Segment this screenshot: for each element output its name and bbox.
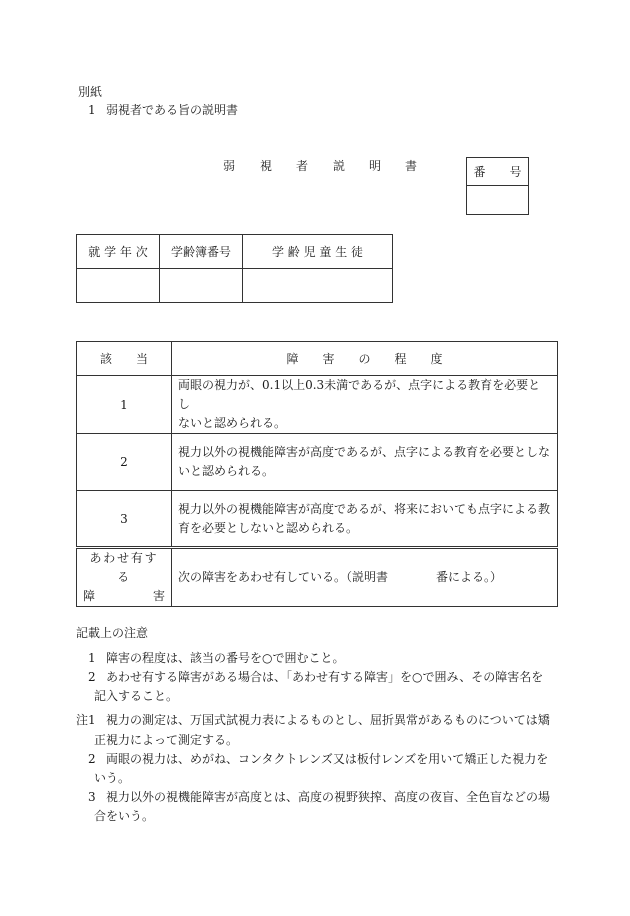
row-description-1 [172,376,558,434]
row-description-2 [172,434,558,491]
number-box [466,157,529,215]
school-year-field[interactable] [77,269,160,303]
title-char: 者 [296,159,309,173]
title-char: 書 [405,159,418,173]
note-number: 1 [88,651,96,665]
annotation-line: 正視力によって測定する。 [94,733,239,747]
note-line: 記入すること。 [94,689,179,703]
table-row [77,434,558,491]
table-row [77,491,558,548]
annotation-number: 1 [88,713,96,727]
notes-heading: 記載上の注意 [76,626,149,640]
row-number-1[interactable]: 1 [77,376,172,434]
description-line: いと認められる。 [178,464,275,478]
section-number: 1 [88,103,96,117]
row-description-3 [172,491,558,548]
register-number-header: 学齢簿番号 [160,235,243,269]
student-table [76,234,393,303]
annotation-line: いう。 [94,771,131,785]
annotation-number: 3 [88,790,96,804]
title-char: 明 [369,159,382,173]
annotation-line: 視力以外の視機能障害が高度とは、高度の視野狭搾、高度の夜盲、全色盲などの場 [106,790,551,804]
description-line: 視力以外の視機能障害が高度であるが、将来においても点字による教 [178,501,551,516]
note-number: 2 [88,670,96,684]
combined-label-char: 害 [152,589,165,603]
table-row [77,548,558,607]
degree-header: 障 害 の 程 度 [172,342,558,376]
description-line: 両眼の視力が、0.1以上0.3未満であるが、点字による教育を必要とし [178,378,541,411]
combined-label-char: 障 [83,589,96,603]
combined-disability-text: 次の障害をあわせ有している。（説明書 番による。） [172,548,558,607]
combined-disability-cell[interactable] [77,548,172,607]
title-char: 視 [260,159,273,173]
section-title: 弱視者である旨の説明書 [106,103,239,117]
attachment-label: 別紙 [78,85,103,99]
student-name-header: 学 齢 児 童 生 徒 [243,235,393,269]
annotation-line: 両眼の視力は、めがね、コンタクトレンズ又は板付レンズを用いて矯正した視力を [106,752,549,766]
combined-label-line2 [83,587,165,606]
note-line: あわせ有する障害がある場合は、「あわせ有する障害」を○で囲み、その障害名を [106,670,544,684]
title-char: 弱 [223,159,236,173]
table-row [77,376,558,434]
description-line: 育を必要としないと認められる。 [178,520,359,535]
note-line: 障害の程度は、該当の番号を○で囲むこと。 [106,651,345,665]
school-year-header: 就 学 年 次 [77,235,160,269]
description-line: ないと認められる。 [178,416,287,430]
combined-label-line1: あわせ有する [89,551,159,584]
student-name-field[interactable] [243,269,393,303]
description-line: 視力以外の視機能障害が高度であるが、点字による教育を必要としな [178,445,551,459]
applicable-header: 該 当 [77,342,172,376]
degree-table [76,341,558,607]
annotation-line: 視力の測定は、万国式試視力表によるものとし、屈折異常があるものについては矯 [106,713,550,727]
row-number-3[interactable]: 3 [77,491,172,548]
row-number-2[interactable]: 2 [77,434,172,491]
annotation-prefix: 注 [76,713,89,727]
number-label: 番 号 [467,158,529,186]
number-value-field[interactable] [467,186,529,215]
title-char: 説 [333,159,346,173]
annotation-line: 合をいう。 [94,809,155,823]
register-number-field[interactable] [160,269,243,303]
annotation-number: 2 [88,752,96,766]
